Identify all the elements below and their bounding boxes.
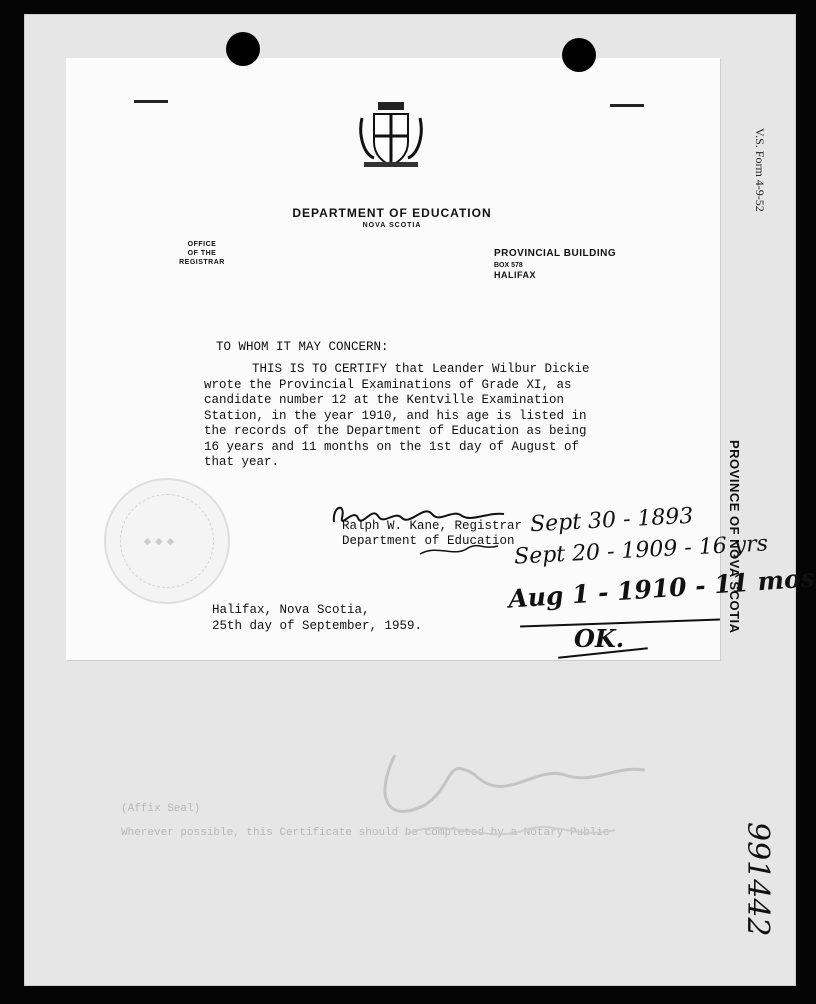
back-form-line: Wherever possible, this Certificate should be completed by a Notary Public [121,827,610,839]
office-line: OF THE [187,250,217,257]
body-line: that year. [204,455,280,469]
embossed-seal [104,478,230,604]
body-line: 16 years and 11 months on the 1st day of August of [204,439,580,454]
coat-of-arms-icon [358,100,424,170]
punch-hole [226,32,260,66]
signatory-block [342,519,522,549]
signatory-department: Department of Education [342,534,515,548]
body-line: wrote the Provincial Examinations of Grade XI, as [204,377,572,392]
annotation-ok-mark: OK. [574,624,625,653]
staple-mark [134,100,168,103]
address-building: PROVINCIAL BUILDING [494,248,617,259]
office-line: REGISTRAR [179,259,225,266]
form-number-label: V.S. Form 4-9-52 [753,128,767,212]
department-title: DEPARTMENT OF EDUCATION [292,206,492,220]
annotation-age-at-exam: Aug 1 - 1910 - 11 mos [507,563,816,614]
signatory-name: Ralph W. Kane, Registrar [342,519,523,533]
office-line: OFFICE [187,241,217,248]
body-line: candidate number 12 at the Kentville Examination [204,393,565,407]
department-province: NOVA SCOTIA [362,222,422,229]
letter-date: 25th day of September, 1959. [212,619,423,633]
staple-mark [610,104,644,107]
seal-lettering: ◆ ◆ ◆ [144,536,175,546]
address-city: HALIFAX [494,270,537,280]
address-box: BOX 578 [494,262,523,269]
body-line: Station, in the year 1910, and his age is listed in [204,408,587,423]
body-line: the records of the Department of Education as being [204,424,587,438]
annotation-birthdate: Sept 30 - 1893 [529,503,694,538]
punch-hole [562,38,596,72]
annotation-exam-year: Sept 20 - 1909 - 16 yrs [513,531,769,570]
body-line: THIS IS TO CERTIFY that Leander Wilbur Dickie [252,362,590,376]
file-number: 991442 [740,822,775,937]
address-block [494,248,616,280]
office-label [162,240,242,267]
certificate-body [204,362,590,471]
letter-place: Halifax, Nova Scotia, [212,603,370,617]
salutation: TO WHOM IT MAY CONCERN: [216,340,389,354]
province-side-label: PROVINCE OF NOVA SCOTIA [727,440,742,634]
back-notary-signature [365,735,665,865]
back-form-line: (Affix Seal) [121,803,201,815]
